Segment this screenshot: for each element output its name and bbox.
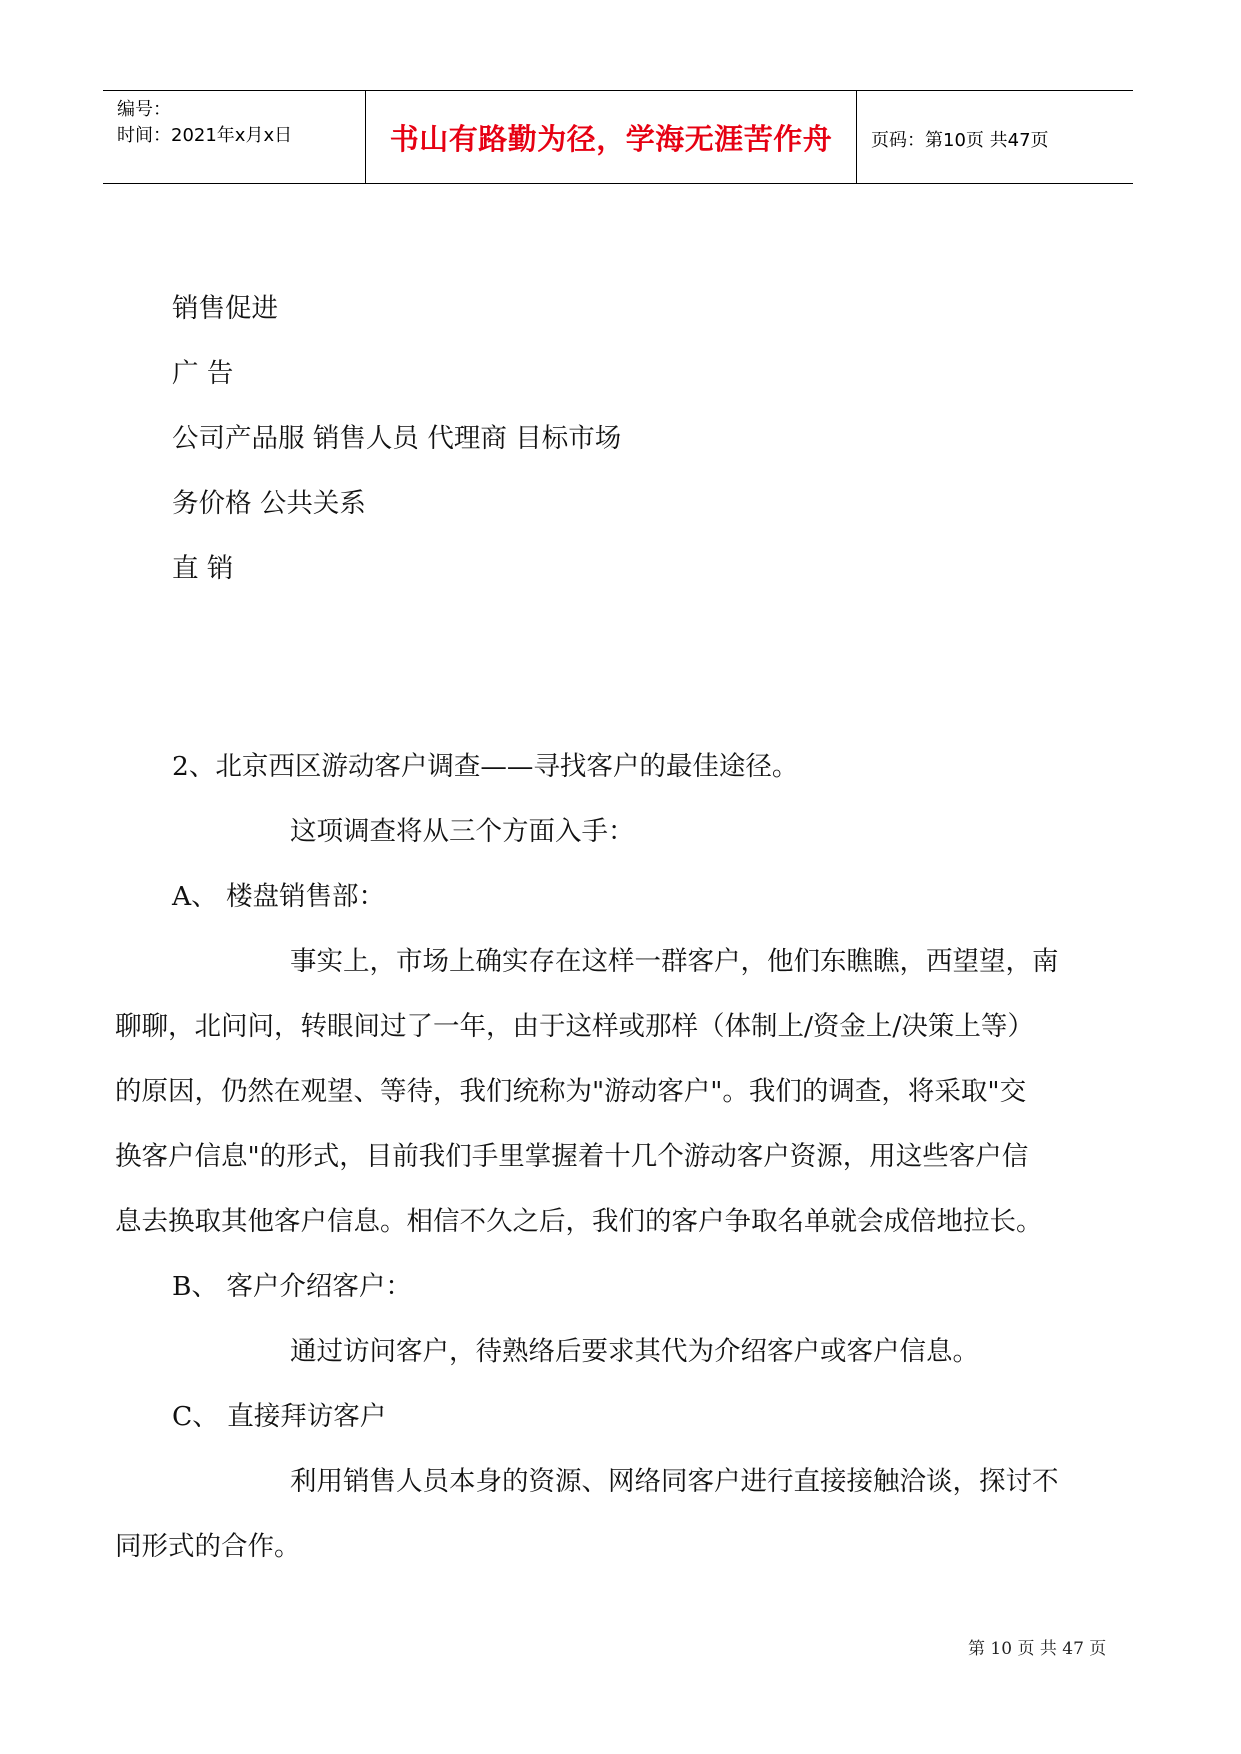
paragraph-c-line-2: 同形式的合作。	[115, 1531, 301, 1562]
page-footer: 第 10 页 共 47 页	[968, 1639, 1107, 1659]
paragraph-a-line-3: 的原因，仍然在观望、等待，我们统称为"游动客户"。我们的调查，将采取"交	[115, 1076, 1027, 1107]
paragraph-b: 通过访问客户，待熟络后要求其代为介绍客户或客户信息。	[290, 1336, 979, 1367]
time-label: 时间：2021年x月x日	[117, 125, 293, 146]
label-direct-sales: 直 销	[172, 553, 234, 584]
item-c-title: C、 直接拜访客户	[172, 1401, 387, 1432]
header-center-cell	[365, 91, 857, 183]
document-number-label: 编号：	[117, 99, 171, 120]
paragraph-a-line-5: 息去换取其他客户信息。相信不久之后，我们的客户争取名单就会成倍地拉长。	[115, 1206, 1043, 1237]
paragraph-a-line-1: 事实上，市场上确实存在这样一群客户，他们东瞧瞧，西望望，南	[290, 946, 1059, 977]
section-title: 2、北京西区游动客户调查——寻找客户的最佳途径。	[172, 751, 799, 782]
item-b-title: B、 客户介绍客户：	[172, 1271, 412, 1302]
motto: 书山有路勤为径，学海无涯苦作舟	[389, 122, 833, 156]
header-page-info: 页码：第10页 共47页	[871, 130, 1049, 151]
paragraph-a-line-4: 换客户信息"的形式，目前我们手里掌握着十几个游动客户资源，用这些客户信	[115, 1141, 1029, 1172]
label-row-3: 公司产品服 销售人员 代理商 目标市场	[172, 423, 622, 454]
paragraph-a-line-2: 聊聊，北问问，转眼间过了一年，由于这样或那样（体制上/资金上/决策上等）	[115, 1011, 1034, 1042]
intro-text: 这项调查将从三个方面入手：	[290, 816, 635, 847]
label-advertising: 广 告	[172, 358, 234, 389]
label-row-4: 务价格 公共关系	[172, 488, 366, 519]
header-table	[103, 90, 1133, 184]
header-right-cell	[857, 91, 1133, 183]
header-left-cell	[103, 91, 365, 183]
label-sales-promotion: 销售促进	[172, 293, 278, 324]
paragraph-c-line-1: 利用销售人员本身的资源、网络同客户进行直接接触洽谈，探讨不	[290, 1466, 1059, 1497]
item-a-title: A、 楼盘销售部：	[172, 881, 386, 912]
